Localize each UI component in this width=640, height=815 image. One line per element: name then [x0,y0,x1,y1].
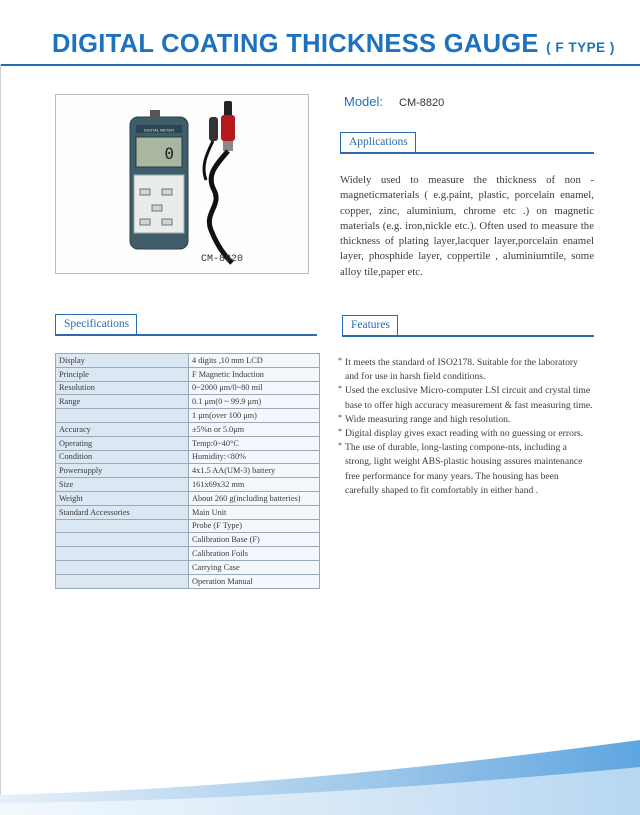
spec-key: Weight [56,491,189,505]
photo-caption: CM-8820 [201,254,244,265]
table-row [56,560,320,574]
spec-key: Principle [56,367,189,381]
list-item: * It meets the standard of ISO2178. Suitable for the laboratory and for use in harsh field conditions. [338,356,594,384]
spec-value: F Magnetic Induction [189,367,320,381]
title-subtitle: ( F TYPE ) [546,40,615,55]
spec-key: Powersupply [56,464,189,478]
key-3 [152,205,162,211]
spec-key: Size [56,478,189,492]
spec-value: ±5%n or 5.0μm [189,422,320,436]
key-1 [140,189,150,195]
applications-text: Widely used to measure the thickness of non - magneticmaterials ( e.g.paint, plastic, porcelain enamel, copper, zinc, aluminium, chrome etc .) on magnetic materials (e.g. iron,nickle etc.). Often used to measure the thickness of plating layer,lacquer layer,porcelain enamel layer, phosphide layer, coppertile , aluminiumtile, some alloy tile,paper etc. [340,174,594,278]
list-item: * Digital display gives exact reading with no guessing or errors. [338,427,594,441]
spec-key: Range [56,395,189,409]
features-heading: Features [342,315,398,335]
spec-key: Resolution [56,381,189,395]
table-row [56,354,320,368]
spec-value: 4 digits ,10 mm LCD [189,354,320,368]
specifications-section [55,314,317,338]
spec-key [56,560,189,574]
table-row [56,505,320,519]
spec-key [56,574,189,588]
specifications-rule [55,334,317,336]
spec-key: Accuracy [56,422,189,436]
spec-value: Operation Manual [189,574,320,588]
probe-handle [221,115,235,141]
spec-value: Carrying Case [189,560,320,574]
features-section [342,315,594,339]
spec-key [56,409,189,423]
table-row [56,422,320,436]
page-title [52,30,615,59]
key-2 [162,189,172,195]
model-value: CM-8820 [399,97,445,109]
applications-heading: Applications [340,132,416,152]
page-left-rule [0,64,1,815]
specifications-table [55,353,320,589]
product-photo [55,94,309,274]
table-row [56,436,320,450]
table-row [56,574,320,588]
spec-value: 0.1 μm(0 ~ 99.9 μm) [189,395,320,409]
specifications-heading: Specifications [55,314,137,334]
list-item: * Wide measuring range and high resolution. [338,413,594,427]
table-row [56,478,320,492]
spec-value: 1 μm(over 100 μm) [189,409,320,423]
table-row [56,381,320,395]
spec-value: 0~2000 μm/0~80 mil [189,381,320,395]
spec-value: Calibration Base (F) [189,533,320,547]
title-main: DIGITAL COATING THICKNESS GAUGE [52,30,539,58]
gauge-illustration [56,95,308,273]
features-rule [342,335,594,337]
table-row [56,491,320,505]
table-row [56,450,320,464]
probe-tip [209,117,218,141]
spec-key [56,533,189,547]
applications-section [340,132,594,156]
key-4 [140,219,150,225]
bottom-wave-decoration [0,735,640,815]
table-row [56,547,320,561]
applications-rule [340,152,594,154]
list-item: * Used the exclusive Micro-computer LSI circuit and crystal time base to offer high accuracy measurement & fast measuring time. [338,384,594,412]
probe-neck [223,141,233,151]
spec-value: Main Unit [189,505,320,519]
spec-value: Calibration Foils [189,547,320,561]
lcd-digit: 0 [164,144,174,163]
probe-cap [224,101,232,117]
spec-value: Temp:0~40°C [189,436,320,450]
spec-key: Condition [56,450,189,464]
spec-key: Standard Accessories [56,505,189,519]
list-item: * The use of durable, long-lasting compone-nts, including a strong, light weight ABS-plastic housing assures maintenance free performance for many years. The housing has been carefully shaped to fit comfortably in either hand . [338,441,594,498]
spec-value: Probe (F Type) [189,519,320,533]
spec-key [56,547,189,561]
device-label: DIGITAL METER [143,127,175,133]
model-label: Model: [344,94,384,109]
spec-value: About 260 g(including batteries) [189,491,320,505]
spec-key [56,519,189,533]
spec-value: 4x1.5 AA(UM-3) battery [189,464,320,478]
features-list [338,356,594,498]
table-row [56,409,320,423]
table-row [56,367,320,381]
spec-value: Humidity:<80% [189,450,320,464]
model-line [344,94,444,109]
device-connector [150,110,160,120]
title-rule [0,64,640,66]
spec-value: 161x69x32 mm [189,478,320,492]
device-lcd [136,137,182,167]
key-5 [162,219,172,225]
probe-cable [209,151,232,263]
spec-key: Display [56,354,189,368]
table-row [56,395,320,409]
table-row [56,464,320,478]
spec-key: Operating [56,436,189,450]
table-row [56,519,320,533]
table-row [56,533,320,547]
